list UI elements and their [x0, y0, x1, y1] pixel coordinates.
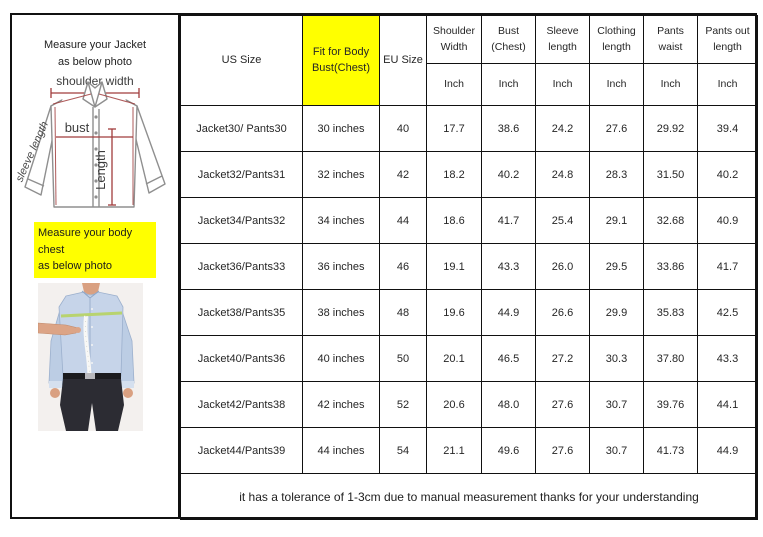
cell-pants-waist: 37.80 — [644, 336, 698, 382]
cell-fit-bust: 34 inches — [303, 198, 380, 244]
table-header-row — [181, 16, 758, 64]
cell-eu-size: 46 — [380, 244, 427, 290]
cell-eu-size: 40 — [380, 106, 427, 152]
body-chest-measure-note — [34, 222, 156, 278]
table-row — [181, 152, 758, 198]
cell-pants-out-length: 41.7 — [698, 244, 758, 290]
cell-us-size: Jacket36/Pants33 — [181, 244, 303, 290]
shirt-diagram-illustration — [13, 73, 177, 215]
sleeve-length-label: sleeve length — [13, 119, 51, 184]
cell-pants-out-length: 40.9 — [698, 198, 758, 244]
cell-pants-out-length: 43.3 — [698, 336, 758, 382]
cell-clothing-length: 29.5 — [590, 244, 644, 290]
cell-clothing-length: 28.3 — [590, 152, 644, 198]
cell-us-size: Jacket44/Pants39 — [181, 428, 303, 474]
cell-pants-waist: 41.73 — [644, 428, 698, 474]
cell-eu-size: 42 — [380, 152, 427, 198]
cell-sleeve-length: 25.4 — [536, 198, 590, 244]
cell-shoulder-width: 19.1 — [427, 244, 482, 290]
cell-shoulder-width: 20.6 — [427, 382, 482, 428]
cell-fit-bust: 38 inches — [303, 290, 380, 336]
cell-fit-bust: 36 inches — [303, 244, 380, 290]
cell-clothing-length: 30.7 — [590, 428, 644, 474]
table-row — [181, 244, 758, 290]
jacket-note-line1: Measure your Jacket — [43, 39, 147, 51]
cell-eu-size: 50 — [380, 336, 427, 382]
cell-clothing-length: 27.6 — [590, 106, 644, 152]
cell-pants-waist: 33.86 — [644, 244, 698, 290]
header-pants-out-length: Pants out length — [698, 16, 758, 64]
cell-eu-size: 54 — [380, 428, 427, 474]
shoulder-width-label: shoulder width — [56, 74, 134, 89]
cell-sleeve-length: 26.0 — [536, 244, 590, 290]
cell-shoulder-width: 18.2 — [427, 152, 482, 198]
table-row — [181, 290, 758, 336]
cell-bust-chest: 44.9 — [482, 290, 536, 336]
cell-us-size: Jacket40/Pants36 — [181, 336, 303, 382]
measurement-sidebar — [12, 15, 180, 517]
cell-shoulder-width: 19.6 — [427, 290, 482, 336]
cell-us-size: Jacket32/Pants31 — [181, 152, 303, 198]
size-table-container — [180, 15, 758, 517]
cell-shoulder-width: 20.1 — [427, 336, 482, 382]
cell-bust-chest: 43.3 — [482, 244, 536, 290]
table-row — [181, 198, 758, 244]
cell-fit-bust: 42 inches — [303, 382, 380, 428]
cell-bust-chest: 48.0 — [482, 382, 536, 428]
length-label: Length — [93, 150, 108, 190]
header-shoulder-width: Shoulder Width — [427, 16, 482, 64]
unit-pants-waist: Inch — [644, 64, 698, 106]
cell-pants-out-length: 44.9 — [698, 428, 758, 474]
cell-clothing-length: 30.3 — [590, 336, 644, 382]
jacket-measure-note — [12, 37, 178, 71]
cell-clothing-length: 30.7 — [590, 382, 644, 428]
header-pants-waist: Pants waist — [644, 16, 698, 64]
cell-clothing-length: 29.9 — [590, 290, 644, 336]
jacket-note-line2: as below photo — [58, 56, 132, 69]
cell-bust-chest: 38.6 — [482, 106, 536, 152]
table-row — [181, 106, 758, 152]
body-note-line1: Measure your body chest — [38, 227, 133, 256]
unit-bust-chest: Inch — [482, 64, 536, 106]
cell-pants-out-length: 42.5 — [698, 290, 758, 336]
header-clothing-length: Clothing length — [590, 16, 644, 64]
cell-fit-bust: 44 inches — [303, 428, 380, 474]
cell-sleeve-length: 27.6 — [536, 382, 590, 428]
cell-pants-waist: 31.50 — [644, 152, 698, 198]
unit-pants-out-length: Inch — [698, 64, 758, 106]
cell-us-size: Jacket30/ Pants30 — [181, 106, 303, 152]
header-bust-chest: Bust (Chest) — [482, 16, 536, 64]
measurement-photo — [38, 283, 143, 431]
cell-sleeve-length: 27.2 — [536, 336, 590, 382]
cell-fit-bust: 30 inches — [303, 106, 380, 152]
unit-sleeve-length: Inch — [536, 64, 590, 106]
cell-eu-size: 52 — [380, 382, 427, 428]
cell-bust-chest: 49.6 — [482, 428, 536, 474]
cell-pants-out-length: 44.1 — [698, 382, 758, 428]
cell-shoulder-width: 18.6 — [427, 198, 482, 244]
header-us-size: US Size — [181, 16, 303, 106]
cell-eu-size: 44 — [380, 198, 427, 244]
size-chart-table — [180, 15, 758, 520]
table-row — [181, 382, 758, 428]
body-note-line2: as below photo — [38, 260, 112, 273]
header-eu-size: EU Size — [380, 16, 427, 106]
cell-bust-chest: 40.2 — [482, 152, 536, 198]
shirt-measurement-diagram — [13, 73, 177, 220]
cell-pants-out-length: 40.2 — [698, 152, 758, 198]
bust-label: bust — [64, 120, 90, 136]
cell-bust-chest: 46.5 — [482, 336, 536, 382]
cell-fit-bust: 32 inches — [303, 152, 380, 198]
header-sleeve-length: Sleeve length — [536, 16, 590, 64]
cell-pants-out-length: 39.4 — [698, 106, 758, 152]
cell-sleeve-length: 27.6 — [536, 428, 590, 474]
cell-clothing-length: 29.1 — [590, 198, 644, 244]
header-fit-for-body-bust: Fit for Body Bust(Chest) — [303, 16, 380, 106]
unit-shoulder-width: Inch — [427, 64, 482, 106]
cell-us-size: Jacket38/Pants35 — [181, 290, 303, 336]
table-row — [181, 428, 758, 474]
cell-sleeve-length: 26.6 — [536, 290, 590, 336]
cell-pants-waist: 35.83 — [644, 290, 698, 336]
cell-us-size: Jacket34/Pants32 — [181, 198, 303, 244]
cell-pants-waist: 39.76 — [644, 382, 698, 428]
cell-sleeve-length: 24.2 — [536, 106, 590, 152]
unit-clothing-length: Inch — [590, 64, 644, 106]
cell-fit-bust: 40 inches — [303, 336, 380, 382]
cell-pants-waist: 32.68 — [644, 198, 698, 244]
cell-pants-waist: 29.92 — [644, 106, 698, 152]
cell-sleeve-length: 24.8 — [536, 152, 590, 198]
table-row — [181, 336, 758, 382]
cell-eu-size: 48 — [380, 290, 427, 336]
cell-bust-chest: 41.7 — [482, 198, 536, 244]
cell-shoulder-width: 17.7 — [427, 106, 482, 152]
cell-us-size: Jacket42/Pants38 — [181, 382, 303, 428]
tolerance-note: it has a tolerance of 1-3cm due to manual measurement thanks for your understanding — [181, 474, 758, 520]
size-chart-frame — [10, 13, 757, 519]
cell-shoulder-width: 21.1 — [427, 428, 482, 474]
man-measuring-chest-photo — [38, 283, 143, 431]
table-footer-row — [181, 474, 758, 520]
